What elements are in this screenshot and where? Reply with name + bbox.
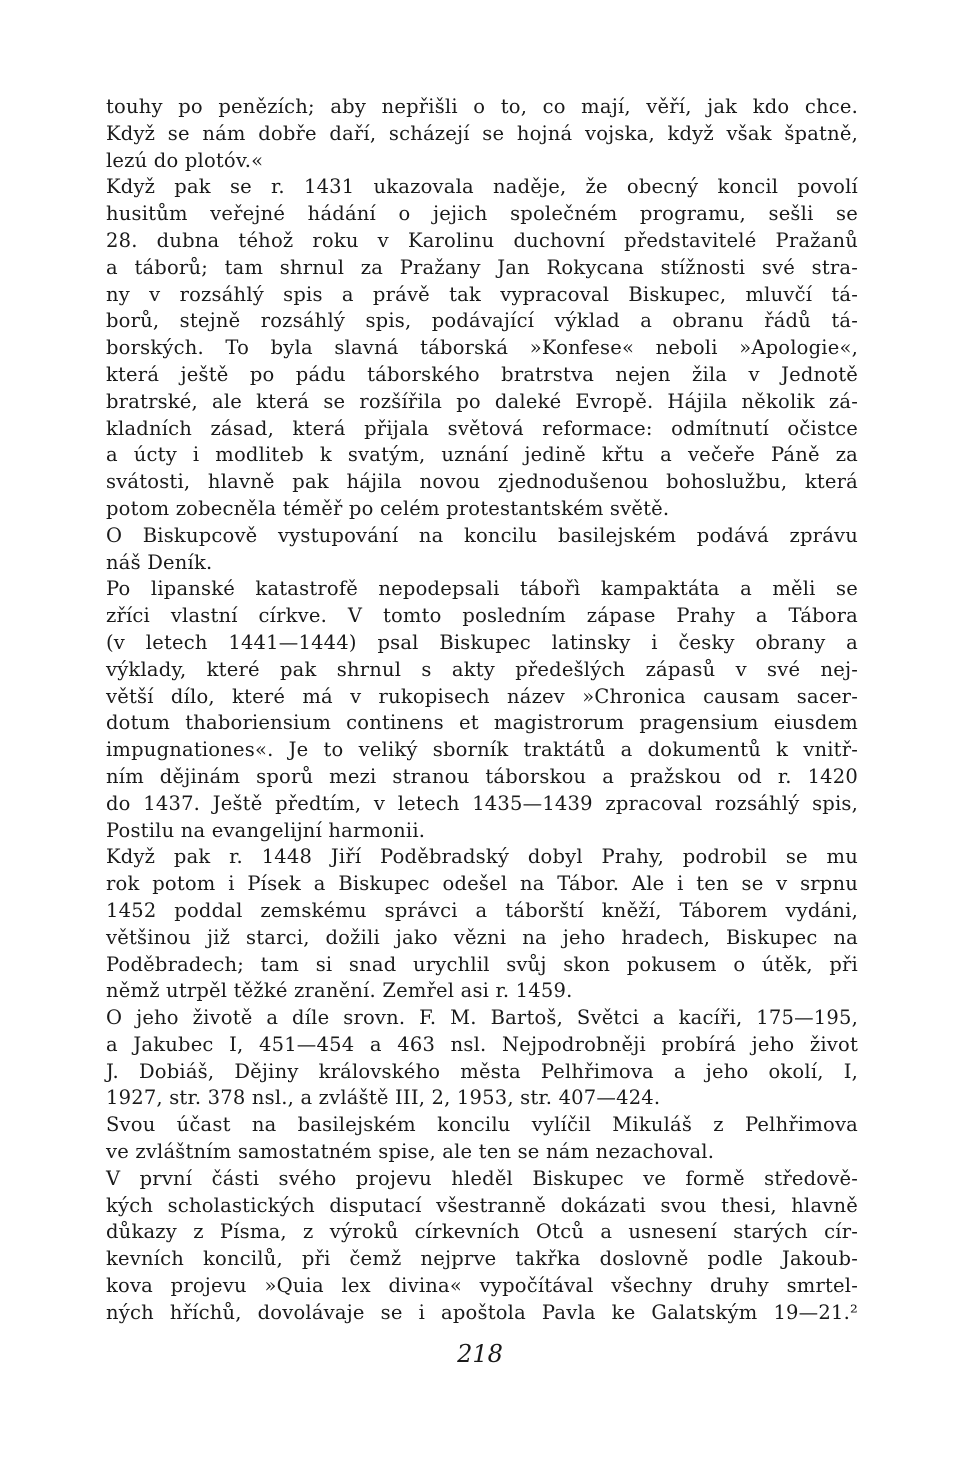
text-line: J. Dobiáš, Dějiny královského města Pelhřimova a jeho okolí, I, [106,1059,858,1083]
text-line: kých scholastických disputací všestranně dokázati svou thesi, hlavně [106,1193,858,1217]
text-line: Po lipanské katastrofě nepodepsali tábořì kampaktáta a měli se [106,577,858,601]
text-line: výklady, které pak shrnul s akty předešlých zápasů v své nej- [106,657,858,681]
text-line: kladních zásad, která přijala světová reformace: odmítnutí očistce [106,416,858,440]
text-line: O jeho životě a díle srovn. F. M. Bartoš, Světci a kacíři, 175—195, [106,1006,858,1030]
text-line: důkazy z Písma, z výroků církevních Otců a usnesení starých cír- [106,1220,858,1244]
text-line: dotum thaboriensium continens et magistrorum pragensium eiusdem [106,711,858,735]
text-line: kova projevu »Quia lex divina« vypočítával všechny druhy smrtel- [106,1274,858,1298]
text-line: a úcty i modliteb k svatým, uznání jedině křtu a večeře Páně za [106,443,858,467]
text-line: náš Deník. [106,550,213,574]
text-line: ny v rozsáhlý spis a právě tak vypracoval Biskupec, mluvčí tá- [106,282,858,306]
text-line: O Biskupcově vystupování na koncilu basilejském podává zprávu [106,523,858,547]
text-line: Poděbradech; tam si snad urychlil svůj skon pokusem o útěk, při [106,952,858,976]
text-line: 28. dubna téhož roku v Karolinu duchovní představitelé Pražanů [106,228,858,252]
page-body [106,94,858,1327]
text-line: ve zvláštním samostatném spise, ale ten se nám nezachoval. [106,1140,715,1164]
text-line: a táborů; tam shrnul za Pražany Jan Rokycana stížnosti své stra- [106,255,858,279]
text-line: Když se nám dobře daří, scházejí se hojná vojska, když však špatně, [106,121,858,145]
text-line: impugnationes«. Je to veliký sborník traktátů a dokumentů k vnitř- [106,738,858,762]
text-line: ním dějinám sporů mezi stranou táborskou a pražskou od r. 1420 [106,764,858,788]
text-line: 1452 poddal zemskému správci a táborští kněží, Táborem vydáni, [106,898,858,922]
text-line: husitům veřejné hádání o jejich společném programu, sešli se [106,202,858,226]
text-line: borů, stejně rozsáhlý spis, podávající výklad a obranu řádů tá- [106,309,858,333]
text-line: borských. To byla slavná táborská »Konfese« neboli »Apologie«, [106,336,858,360]
text-line: Postilu na evangelijní harmonii. [106,818,426,842]
text-line: kevních koncilů, při čemž nejprve takřka doslovně podle Jakoub- [106,1247,858,1271]
text-line: ných hříchů, dovolávaje se i apoštola Pavla ke Galatským 19—21.² [106,1300,858,1324]
text-line: Když pak se r. 1431 ukazovala naděje, že obecný koncil povolí [106,175,858,199]
text-line: větší dílo, které má v rukopisech název »Chronica causam sacer- [106,684,858,708]
text-line: touhy po penězích; aby nepřišli o to, co mají, věří, jak kdo chce. [106,95,858,118]
text-line: bratrské, ale která se rozšířila po daleké Evropě. Hájila několik zá- [106,389,858,413]
text-line: Když pak r. 1448 Jiří Poděbradský dobyl Prahy, podrobil se mu [106,845,858,869]
text-line: svátosti, hlavně pak hájila novou zjednodušenou bohoslužbu, která [106,470,858,494]
text-line: a Jakubec I, 451—454 a 463 nsl. Nejpodrobněji probírá jeho život [106,1032,858,1056]
text-line: která ještě po pádu táborského bratrstva nejen žila v Jednotě [106,362,858,386]
text-line: potom zobecněla téměř po celém protestantském světě. [106,496,670,520]
text-line: zříci vlastní církve. V tomto posledním zápase Prahy a Tábora [106,604,858,628]
page-number: 218 [457,1340,503,1368]
text-line: do 1437. Ještě předtím, v letech 1435—1439 zpracoval rozsáhlý spis, [106,791,858,815]
text-line: lezú do plotóv.« [106,148,264,172]
text-line: většinou již starci, dožili jako vězni na jeho hradech, Biskupec na [106,925,858,949]
text-line: V první části svého projevu hleděl Biskupec ve formě středově- [106,1166,858,1190]
text-line: Svou účast na basilejském koncilu vylíčil Mikuláš z Pelhřimova [106,1113,858,1137]
text-line: (v letech 1441—1444) psal Biskupec latinsky i česky obrany a [106,630,858,654]
text-line: 1927, str. 378 nsl., a zvláště III, 2, 1953, str. 407—424. [106,1086,661,1110]
text-line: rok potom i Písek a Biskupec odešel na Tábor. Ale i ten se v srpnu [106,872,858,896]
text-line: němž utrpěl těžké zranění. Zemřel asi r. 1459. [106,979,573,1003]
